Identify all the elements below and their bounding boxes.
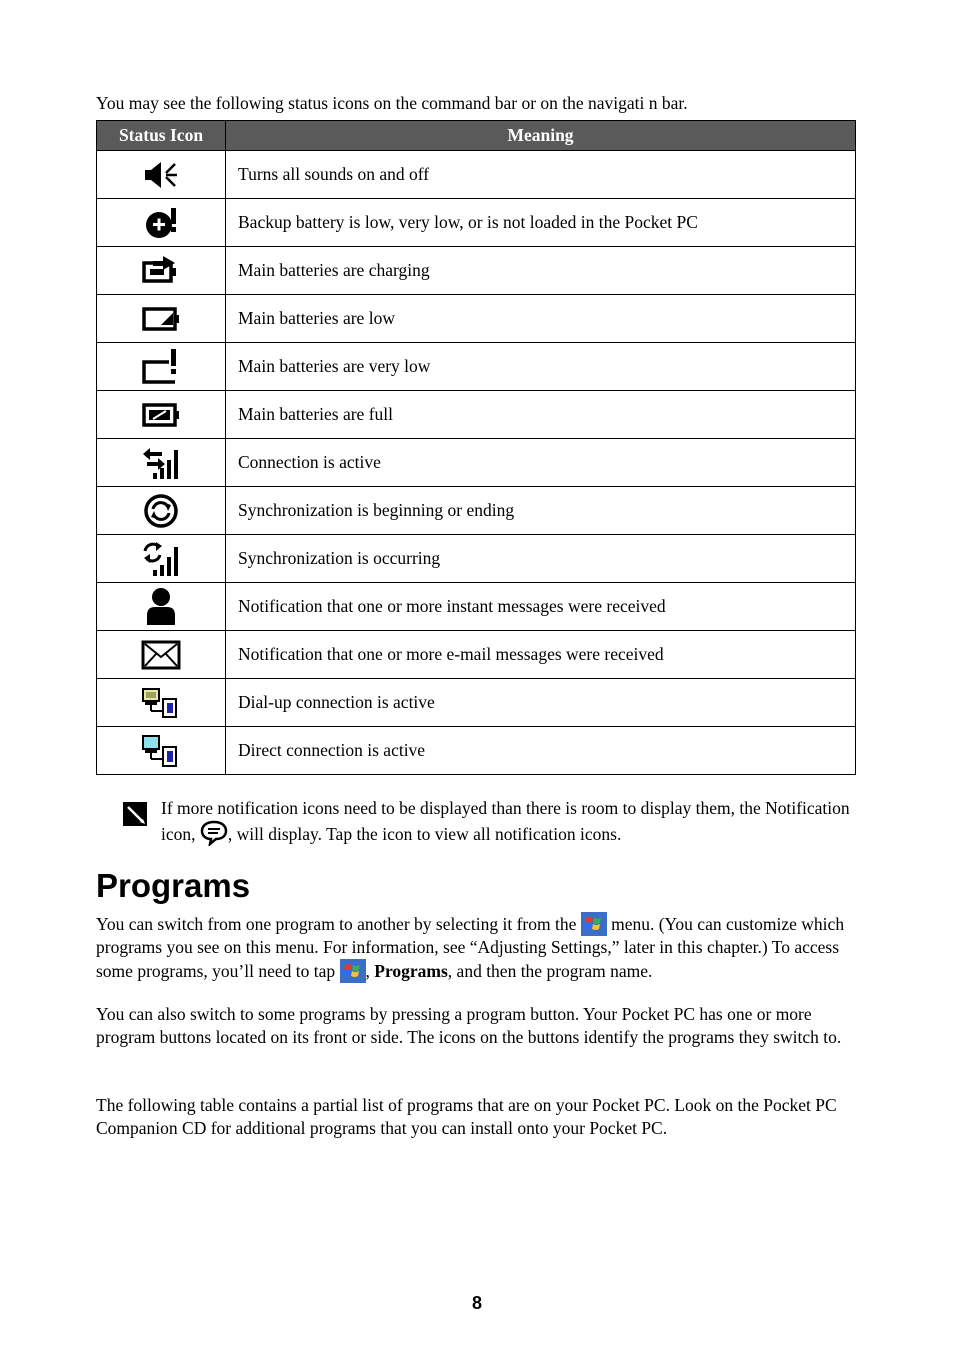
row-meaning: Turns all sounds on and off [226, 151, 856, 199]
row-meaning: Direct connection is active [226, 727, 856, 775]
page-number: 8 [471, 1293, 482, 1313]
battery-very-low-icon [141, 348, 181, 386]
start-menu-flag-icon[interactable] [581, 912, 607, 936]
envelope-icon [141, 640, 181, 670]
programs-paragraph-3: The following table contains a partial list of programs that are on your Pocket PC. Look on the Pocket PC Companion CD for additional programs that you can install onto your Pocket PC. [96, 1095, 837, 1138]
table-row [97, 151, 856, 199]
dialup-icon [141, 687, 181, 719]
sync-icon [142, 493, 180, 529]
backup-battery-icon [142, 206, 180, 240]
person-icon [143, 587, 179, 627]
table-row [97, 247, 856, 295]
p1-text-c: , [365, 960, 375, 981]
direct-connection-icon [141, 734, 181, 768]
table-row [97, 343, 856, 391]
row-meaning: Notification that one or more instant messages were received [226, 583, 856, 631]
table-row [97, 391, 856, 439]
row-meaning: Notification that one or more e-mail messages were received [226, 631, 856, 679]
note-text-before: If more notification icons need to be displayed than there is room to display them, the Notification icon, [161, 798, 850, 844]
intro-text: You may see the following status icons on the command bar or on the navigati n bar. [96, 93, 688, 113]
row-meaning: Main batteries are very low [226, 343, 856, 391]
note-text-after: , will display. Tap the icon to view all notification icons. [227, 824, 622, 844]
battery-full-icon [141, 401, 181, 429]
row-meaning: Dial-up connection is active [226, 679, 856, 727]
table-row [97, 679, 856, 727]
battery-low-icon [141, 305, 181, 333]
start-menu-flag-icon[interactable] [340, 959, 366, 983]
status-icon-table [96, 120, 856, 775]
battery-charging-icon [141, 254, 181, 288]
row-meaning: Main batteries are charging [226, 247, 856, 295]
row-meaning: Main batteries are full [226, 391, 856, 439]
note-pen-icon [123, 802, 147, 826]
notification-bubble-icon [200, 820, 228, 846]
table-row [97, 727, 856, 775]
table-row [97, 295, 856, 343]
header-status-icon: Status Icon [97, 121, 226, 151]
programs-paragraph-2: You can also switch to some programs by pressing a program button. Your Pocket PC has one or more program buttons located on its front or side. The icons on the buttons identify the programs they switch to. [96, 1004, 842, 1047]
table-row [97, 631, 856, 679]
programs-heading: Programs [96, 867, 251, 904]
table-header-row [97, 121, 856, 151]
table-row [97, 199, 856, 247]
p1-text-a: You can switch from one program to another by selecting it from the [96, 914, 581, 934]
p1-text-b: menu. (You can customize which programs you see on this menu. For information, see “Adjusting Settings,” later in this chapter.) To access some programs, you’ll need to tap [96, 914, 845, 981]
row-meaning: Backup battery is low, very low, or is not loaded in the Pocket PC [226, 199, 856, 247]
row-meaning: Synchronization is occurring [226, 535, 856, 583]
table-row [97, 535, 856, 583]
speaker-icon [142, 160, 180, 190]
table-row [97, 439, 856, 487]
row-meaning: Connection is active [226, 439, 856, 487]
connection-active-icon [141, 444, 181, 482]
table-row [97, 487, 856, 535]
sync-occurring-icon [141, 539, 181, 579]
p1-text-d: , and then the program name. [447, 960, 653, 981]
table-row [97, 583, 856, 631]
row-meaning: Synchronization is beginning or ending [226, 487, 856, 535]
header-meaning: Meaning [226, 121, 856, 151]
programs-paragraph-1 [96, 912, 856, 983]
p1-programs-bold: Programs [374, 960, 448, 981]
row-meaning: Main batteries are low [226, 295, 856, 343]
